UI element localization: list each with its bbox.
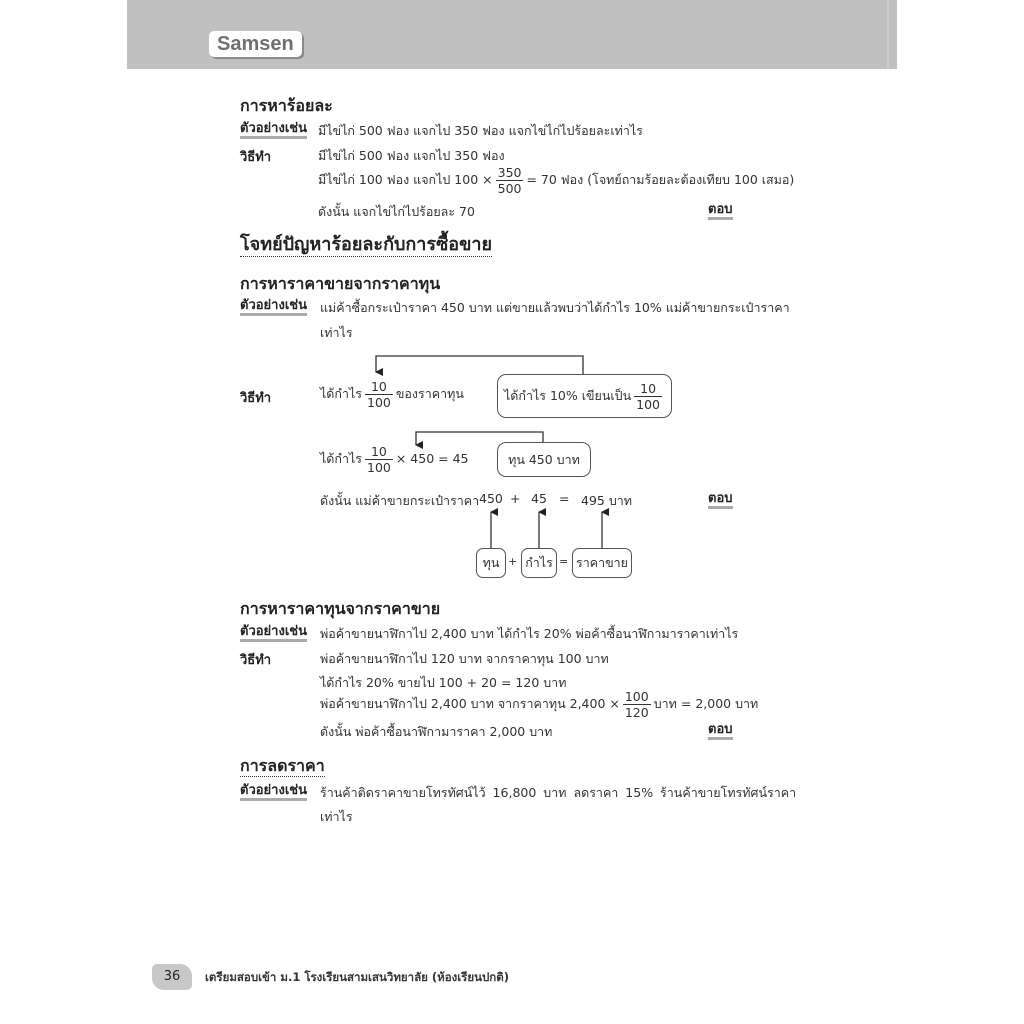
answer-label: ตอบ xyxy=(708,492,733,509)
text: × 450 = 45 xyxy=(395,451,469,466)
formula-plus: + xyxy=(508,555,518,568)
text: มีไข่ไก่ 100 ฟอง แจกไป 100 × xyxy=(318,172,493,187)
result-cost: 450 xyxy=(479,491,503,506)
callout-box-cost: ทุน 450 บาท xyxy=(497,442,591,477)
denominator: 100 xyxy=(636,396,661,412)
example-text: มีไข่ไก่ 500 ฟอง แจกไป 350 ฟอง แจกไข่ไก่ไปร้อยละเท่าไร xyxy=(318,123,643,138)
brand-logo: Samsen xyxy=(209,31,302,57)
method-conclusion: ดังนั้น แจกไข่ไก่ไปร้อยละ 70 xyxy=(318,204,475,219)
example-text-cont: เท่าไร xyxy=(320,809,353,824)
formula-box-cost: ทุน xyxy=(476,548,506,578)
method-label: วิธีทำ xyxy=(240,391,272,406)
result-plus: + xyxy=(510,491,521,506)
result-text: ดังนั้น แม่ค้าขายกระเป๋าราคา xyxy=(320,493,480,508)
arrow-connector xyxy=(416,432,543,445)
text: ได้กำไร 10% เขียนเป็น xyxy=(503,388,632,403)
text: = 70 ฟอง (โจทย์ถามร้อยละต้องเทียบ 100 เสมอ) xyxy=(526,172,795,187)
method-label: วิธีทำ xyxy=(240,150,272,165)
page-number: 36 xyxy=(152,964,192,990)
denominator: 500 xyxy=(497,181,522,196)
method-line-fraction xyxy=(320,687,758,721)
result-sell: 495 บาท xyxy=(581,493,633,508)
result-profit: 45 xyxy=(531,491,547,506)
section-title-percent: การหาร้อยละ xyxy=(240,96,333,115)
method-line: ได้กำไร 20% ขายไป 100 + 20 = 120 บาท xyxy=(320,675,567,690)
example-text: แม่ค้าซื้อกระเป๋าราคา 450 บาท แต่ขายแล้วพบว่าได้กำไร 10% แม่ค้าขายกระเป๋าราคา xyxy=(320,300,790,315)
example-text: พ่อค้าขายนาฬิกาไป 2,400 บาท ได้กำไร 20% พ่อค้าซื้อนาฬิกามาราคาเท่าไร xyxy=(320,626,739,641)
numerator: 100 xyxy=(624,689,649,704)
denominator: 100 xyxy=(367,395,391,410)
section-title-cost-price: การหาราคาทุนจากราคาขาย xyxy=(240,599,441,618)
text: บาท = 2,000 บาท xyxy=(653,696,759,711)
text: ได้กำไร xyxy=(320,386,362,401)
example-label: ตัวอย่างเช่น xyxy=(240,298,307,316)
text: ได้กำไร xyxy=(320,451,362,466)
text: ของราคาทุน xyxy=(395,386,464,401)
formula-box-sell: ราคาขาย xyxy=(572,548,632,578)
method-line: มีไข่ไก่ 500 ฟอง แจกไป 350 ฟอง xyxy=(318,148,505,163)
numerator: 10 xyxy=(365,379,393,395)
method-line: พ่อค้าขายนาฬิกาไป 120 บาท จากราคาทุน 100 บาท xyxy=(320,651,609,666)
answer-label: ตอบ xyxy=(708,723,733,740)
example-label: ตัวอย่างเช่น xyxy=(240,783,307,801)
text: พ่อค้าขายนาฬิกาไป 2,400 บาท จากราคาทุน 2,400 × xyxy=(320,696,620,711)
answer-label: ตอบ xyxy=(708,203,733,220)
denominator: 120 xyxy=(624,705,649,720)
example-label: ตัวอย่างเช่น xyxy=(240,121,307,139)
numerator: 350 xyxy=(497,165,522,180)
footer-book-title: เตรียมสอบเข้า ม.1 โรงเรียนสามเสนวิทยาลัย (ห้องเรียนปกติ) xyxy=(205,970,509,984)
chapter-heading: โจทย์ปัญหาร้อยละกับการซื้อขาย xyxy=(240,234,493,255)
formula-box-profit: กำไร xyxy=(521,548,557,578)
result-equals: = xyxy=(559,491,570,506)
arrow-connector xyxy=(376,356,583,374)
method-label: วิธีทำ xyxy=(240,653,272,668)
denominator: 100 xyxy=(367,460,391,475)
fraction xyxy=(623,689,651,720)
formula-equals: = xyxy=(559,555,569,568)
numerator: 10 xyxy=(634,381,662,397)
method-conclusion: ดังนั้น พ่อค้าซื้อนาฬิกามาราคา 2,000 บาท xyxy=(320,724,553,739)
numerator: 10 xyxy=(365,444,393,460)
example-text-cont: เท่าไร xyxy=(320,325,353,340)
example-text: ร้านค้าติดราคาขายโทรทัศน์ไว้ 16,800 บาท ลดราคา 15% ร้านค้าขายโทรทัศน์ราคา xyxy=(320,785,797,800)
example-label: ตัวอย่างเช่น xyxy=(240,624,307,642)
section-title-selling-price: การหาราคาขายจากราคาทุน xyxy=(240,274,441,293)
section-title-discount: การลดราคา xyxy=(240,756,325,775)
